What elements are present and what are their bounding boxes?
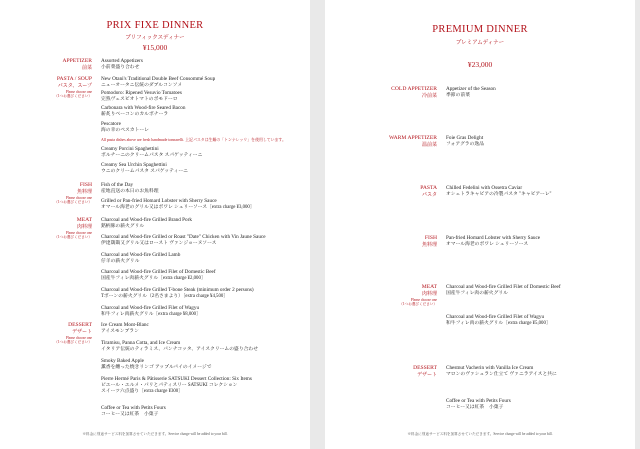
category-label-ja: 魚料理 bbox=[76, 190, 92, 195]
category-label-ja: 肉料理 bbox=[421, 292, 437, 297]
item-name-ja: オマール海老のポワレ シェリーソース bbox=[446, 241, 529, 247]
item-name: Ice Cream Mont-Blanc bbox=[101, 322, 149, 328]
item-name: Smoky Baked Apple bbox=[101, 358, 144, 364]
item-name: Creamy Porcini Spaghettini bbox=[101, 146, 159, 152]
item-name: Charcoal and Wood-fire Grilled T-bone Steak (minimum order 2 persons) bbox=[101, 287, 254, 293]
category-label-ja: 魚料理 bbox=[421, 243, 437, 248]
item-name-ja: 産地直送の本日のお魚料理 bbox=[101, 188, 159, 194]
item-name: Charcoal and Wood-fire Grilled or Roast "Date" Chicken with Vin Jaune Sauce bbox=[101, 234, 266, 240]
category-label: COLD APPETIZER bbox=[391, 86, 437, 92]
item-name-ja: 仔羊の薪火グリル bbox=[101, 258, 140, 264]
menu-item bbox=[101, 105, 185, 118]
menu-item bbox=[101, 322, 149, 335]
category-label: DESSERT bbox=[68, 322, 92, 328]
item-name: Charcoal and Wood-fire Grilled Filet of Wagyu bbox=[446, 314, 545, 320]
item-name-ja: 薪炙りベーコンのカルボナーラ bbox=[101, 111, 169, 117]
item-name: Pierre Hermé Paris & Pâtisserie SATSUKI Dessert Collection: Six Items bbox=[101, 376, 252, 382]
item-name: Pomodoro: Ripened Vesuvio Tomatoes bbox=[101, 90, 182, 96]
menu-item bbox=[101, 376, 252, 396]
menu-item bbox=[101, 182, 159, 195]
item-name-ja: 小前菜盛り合わせ bbox=[101, 64, 140, 70]
menu-item bbox=[101, 358, 212, 371]
item-name: Foie Gras Delight bbox=[446, 135, 484, 141]
item-name-ja: オマール海老のグリル又はポワレ シェリーソース［extra charge ¥3,000］ bbox=[101, 204, 255, 210]
item-name-ja: オシェトラキャビアの冷製パスタ "キャビアーレ" bbox=[446, 191, 552, 197]
category-meat bbox=[54, 217, 92, 240]
category-label: PASTA bbox=[420, 185, 437, 191]
item-name: Grilled or Pan-fried Homard Lobster with Sherry Sauce bbox=[101, 198, 217, 204]
category-note: Please choose one （1つお選びください） bbox=[54, 336, 92, 345]
menu-item bbox=[101, 269, 216, 282]
menu-item bbox=[101, 305, 201, 318]
category-label: FISH bbox=[424, 235, 437, 241]
item-name-ja: 薫香を纏った焼きリンゴ アップルパイのイメージで bbox=[101, 364, 212, 370]
item-name: Appetizer of the Season bbox=[446, 86, 496, 92]
item-name: Coffee or Tea with Petits Fours bbox=[446, 398, 511, 404]
item-name: Charcoal and Wood-fire Grilled Filet of Domestic Beef bbox=[101, 269, 216, 275]
service-charge-note: ※料金に別途サービス料を加算させていただきます。Service charge will be added to your bill. bbox=[407, 432, 553, 436]
item-name: Tiramisu, Panna Cotta, and Ice Cream bbox=[101, 340, 181, 346]
menu-item bbox=[446, 235, 540, 248]
menu-item bbox=[446, 86, 496, 99]
category-pasta-soup bbox=[54, 76, 92, 99]
item-name-ja: 和牛フィレ肉の薪火グリル［extra charge ¥5,000］ bbox=[446, 320, 551, 326]
item-name: Coffee or Tea with Petits Fours bbox=[101, 405, 166, 411]
category-label: PASTA / SOUP bbox=[56, 76, 92, 82]
item-name-ja: 和牛フィレ肉薪火グリル［extra charge ¥8,000］ bbox=[101, 311, 201, 317]
category-meat bbox=[399, 284, 437, 307]
item-name: Fish of the Day bbox=[101, 182, 134, 188]
category-label: DESSERT bbox=[413, 365, 437, 371]
menu-title: PREMIUM DINNER bbox=[432, 24, 528, 35]
item-name: Charcoal and Wood-fire Grilled Brand Pork bbox=[101, 217, 192, 223]
item-name-ja: 完熟ヴェスビオトマトのポモドーロ bbox=[101, 96, 178, 102]
menu-item bbox=[101, 121, 149, 134]
item-name: Carbonara with Wood-fire Seared Bacon bbox=[101, 105, 186, 111]
menu-item bbox=[101, 76, 215, 89]
category-label: MEAT bbox=[421, 284, 437, 290]
category-label-ja: 前菜 bbox=[81, 66, 92, 71]
menu-item bbox=[446, 284, 561, 297]
item-name-ja: Tボーンの薪火グリル（2名さまより）［extra charge ¥4,500］ bbox=[101, 293, 229, 299]
item-name-ja: マロンのヴァシュラン仕立て ヴァニラアイスと共に bbox=[446, 371, 557, 377]
category-label: MEAT bbox=[76, 217, 92, 223]
menu-item bbox=[101, 90, 182, 103]
item-name: Pan-fried Homard Lobster with Sherry Sauce bbox=[446, 235, 541, 241]
prix-fixe-menu-page bbox=[0, 0, 310, 449]
item-name: Charcoal and Wood-fire Grilled Filet of Wagyu bbox=[101, 305, 200, 311]
category-label-ja: 冷前菜 bbox=[421, 94, 437, 99]
item-name: Creamy Sea Urchin Spaghettini bbox=[101, 162, 167, 168]
category-label-ja: デザート bbox=[71, 330, 92, 335]
category-label: WARM APPETIZER bbox=[388, 135, 437, 141]
menu-item bbox=[101, 58, 143, 71]
category-pasta bbox=[420, 185, 437, 199]
category-label-ja: デザート bbox=[416, 373, 437, 378]
menu-item bbox=[446, 135, 484, 148]
menu-title: PRIX FIXE DINNER bbox=[106, 20, 204, 31]
item-name-ja: 銘柄豚の薪火グリル bbox=[101, 223, 145, 229]
menu-item bbox=[101, 340, 258, 353]
category-warm-appetizer bbox=[389, 135, 437, 149]
item-name-ja: ウニのクリームパスタ スパゲッティーニ bbox=[101, 168, 188, 174]
menu-price: ¥23,000 bbox=[467, 60, 493, 69]
menu-item bbox=[101, 162, 188, 175]
item-name-ja: 季節の前菜 bbox=[446, 92, 470, 98]
category-fish bbox=[422, 235, 437, 249]
menu-item bbox=[446, 185, 552, 198]
category-note: Please choose one （1つお選びください） bbox=[54, 231, 92, 240]
premium-menu-page bbox=[325, 0, 635, 449]
item-name-ja: 国産牛フィレ肉の薪火グリル bbox=[446, 290, 508, 296]
menu-item bbox=[101, 287, 254, 300]
menu-item bbox=[446, 314, 551, 327]
menu-item bbox=[101, 252, 180, 265]
menu-item bbox=[446, 365, 557, 378]
pasta-note: All pasta dishes above are fresh handmade tonnarelli. 上記パスタは生麺の「トンナレッリ」を使用しています。 bbox=[101, 138, 286, 142]
category-label-ja: パスタ、スープ bbox=[57, 84, 92, 89]
category-label: FISH bbox=[79, 182, 92, 188]
category-dessert bbox=[413, 365, 437, 379]
category-note: Please choose one （1つお選びください） bbox=[54, 196, 92, 205]
item-name-ja: 伊達鶏鶏又グリル又はロースト ヴァンジョーヌソース bbox=[101, 240, 217, 246]
category-label-ja: パスタ bbox=[421, 193, 437, 198]
item-name: Assorted Appetizers bbox=[101, 58, 143, 64]
item-name: New Otani's Traditional Double Beef Consommé Soup bbox=[101, 76, 216, 82]
category-cold-appetizer bbox=[391, 86, 437, 100]
item-name-ja: コーヒー又は紅茶 小菓子 bbox=[446, 404, 504, 410]
item-name-ja: イタリア伝統のティラミス、パンナコッタ、アイスクリームの盛り合わせ bbox=[101, 346, 259, 352]
menu-item bbox=[101, 146, 202, 159]
item-name: Charcoal and Wood-fire Grilled Filet of Domestic Beef bbox=[446, 284, 561, 290]
menu-item bbox=[446, 398, 511, 411]
category-appetizer bbox=[62, 58, 92, 72]
category-fish bbox=[54, 182, 92, 205]
category-label-ja: 肉料理 bbox=[76, 225, 92, 230]
item-name-ja: 海の幸のペスカトーレ bbox=[101, 127, 149, 133]
item-name: Pescatore bbox=[101, 121, 121, 127]
menu-price: ¥15,000 bbox=[142, 43, 168, 52]
item-name-ja: 国産牛フィレ肉薪火グリル［extra charge ¥2,000］ bbox=[101, 275, 206, 281]
item-name-ja: ピエール・エルメ・パリとパティスリー SATSUKI コレクション スイーツ六点盛り［extra charge ¥300］ bbox=[101, 382, 238, 394]
item-name: Charcoal and Wood-fire Grilled Lamb bbox=[101, 252, 181, 258]
item-name-ja: ニューオータニ伝統のダブルコンソメ bbox=[101, 82, 183, 88]
item-name-ja: アイスモンブラン bbox=[101, 328, 139, 334]
menu-item bbox=[101, 198, 255, 211]
category-note: Please choose one （1つお選びください） bbox=[399, 298, 437, 307]
service-charge-note: ※料金に別途サービス料を加算させていただきます。Service charge will be added to your bill. bbox=[82, 432, 228, 436]
item-name: Chilled Fedelini with Ossetra Caviar bbox=[446, 185, 523, 191]
category-note: Please choose one （1つお選びください） bbox=[54, 90, 92, 99]
menu-item bbox=[101, 234, 266, 247]
menu-item bbox=[101, 405, 166, 418]
menu-subtitle: プリフィックスディナー bbox=[125, 35, 185, 41]
item-name: Chestnut Vacherin with Vanilla Ice Cream bbox=[446, 365, 534, 371]
category-dessert bbox=[54, 322, 92, 345]
menu-item bbox=[101, 217, 192, 230]
category-label-ja: 温前菜 bbox=[421, 143, 437, 148]
item-name-ja: ポルチーニのクリームパスタ スパゲッティーニ bbox=[101, 152, 203, 158]
item-name-ja: フォアグラの逸品 bbox=[446, 141, 484, 147]
category-label: APPETIZER bbox=[62, 58, 92, 64]
item-name-ja: コーヒー又は紅茶 小菓子 bbox=[101, 411, 159, 417]
menu-subtitle: プレミアムディナー bbox=[455, 40, 505, 46]
